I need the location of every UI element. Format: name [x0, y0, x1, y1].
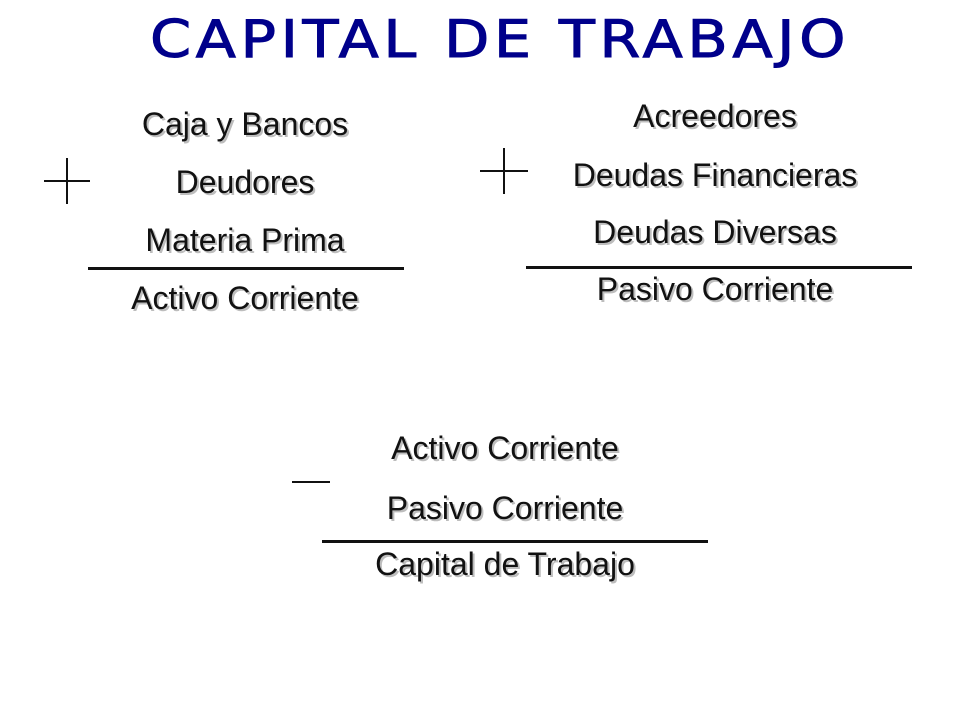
pasivo-item: Acreedores: [633, 98, 797, 134]
capital-total: Capital de Trabajo: [375, 546, 635, 582]
activo-total: Activo Corriente: [131, 280, 359, 316]
capital-item: Pasivo Corriente: [386, 490, 624, 526]
activo-item: Caja y Bancos: [141, 106, 349, 142]
pasivo-item: Deudas Financieras: [572, 157, 858, 193]
pasivo-item: Deudas Diversas: [593, 214, 837, 250]
activo-item: Materia Prima: [145, 222, 345, 258]
capital-item: Activo Corriente: [391, 430, 619, 466]
slide-title: CAPITAL DE TRABAJO: [150, 10, 850, 70]
sum-rule: [88, 267, 404, 270]
sum-rule: [322, 540, 708, 543]
activo-item: Deudores: [175, 164, 315, 200]
pasivo-total: Pasivo Corriente: [596, 271, 834, 307]
sum-rule: [526, 266, 912, 269]
